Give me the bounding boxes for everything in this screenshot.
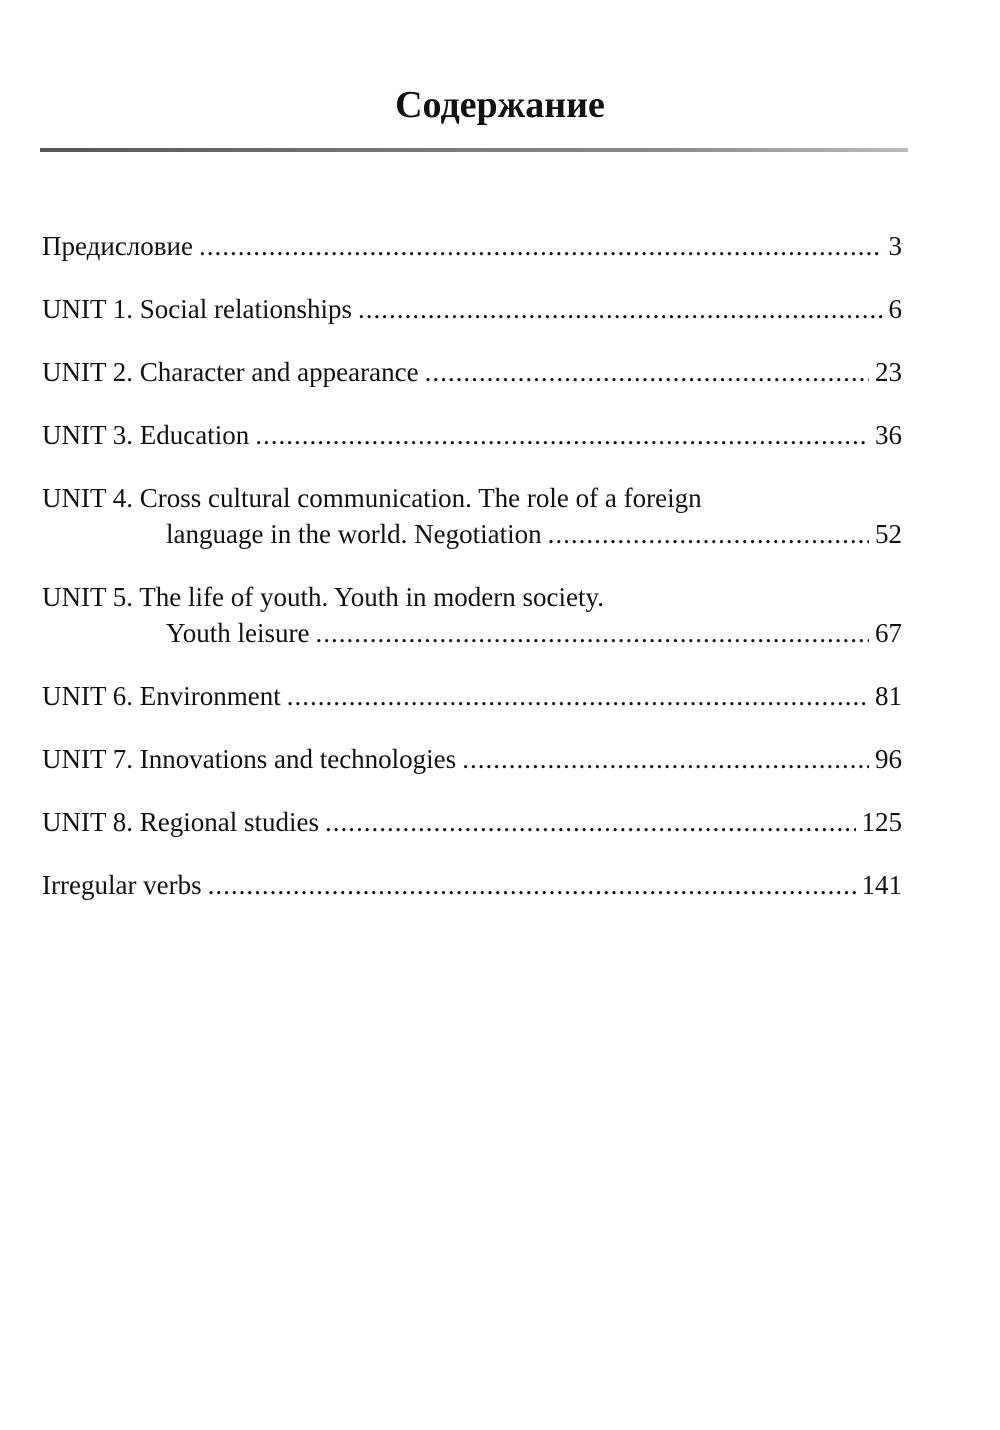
toc-entry-label-line1: UNIT 5. The life of youth. Youth in modern society. [42,582,604,612]
dot-leader [255,417,869,453]
title-divider [40,148,908,152]
toc-entry-unit-3[interactable] [42,417,902,453]
toc-entry-page: 52 [875,519,902,549]
toc-entry-unit-2[interactable] [42,354,902,390]
toc-entry-preface[interactable] [42,228,902,264]
toc-entry-page: 81 [875,681,902,711]
toc-entry-label: language in the world. Negotiation [166,519,542,549]
toc-entry-label-line1: UNIT 4. Cross cultural communication. The role of a foreign [42,483,702,513]
toc-entry-unit-7[interactable] [42,741,902,777]
dot-leader [548,516,869,552]
toc-entry-label: Youth leisure [166,618,310,648]
toc-entry-page: 36 [875,420,902,450]
toc-entry-page: 141 [861,870,902,900]
toc-entry-unit-4[interactable] [42,480,902,552]
dot-leader [462,741,869,777]
toc-entry-unit-8[interactable] [42,804,902,840]
dot-leader [287,678,869,714]
toc-entry-page: 23 [875,357,902,387]
toc-entry-page: 125 [861,807,902,837]
dot-leader [425,354,869,390]
toc-entry-unit-1[interactable] [42,291,902,327]
toc-entry-label: Irregular verbs [42,870,202,900]
toc-entry-page: 96 [875,744,902,774]
table-of-contents [42,228,902,930]
toc-entry-label: Предисловие [42,231,193,261]
toc-entry-label: UNIT 1. Social relationships [42,294,352,324]
toc-entry-unit-6[interactable] [42,678,902,714]
toc-entry-irregular-verbs[interactable] [42,867,902,903]
dot-leader [316,615,869,651]
dot-leader [199,228,883,264]
dot-leader [325,804,856,840]
toc-entry-label: UNIT 6. Environment [42,681,281,711]
toc-entry-label: UNIT 3. Education [42,420,250,450]
toc-entry-page: 6 [888,294,902,324]
toc-entry-page: 67 [875,618,902,648]
dot-leader [358,291,883,327]
toc-entry-page: 3 [888,231,902,261]
toc-entry-label: UNIT 2. Character and appearance [42,357,419,387]
toc-entry-unit-5[interactable] [42,579,902,651]
page-title: Содержание [395,84,605,126]
toc-entry-label: UNIT 7. Innovations and technologies [42,744,457,774]
toc-entry-label: UNIT 8. Regional studies [42,807,319,837]
dot-leader [208,867,856,903]
